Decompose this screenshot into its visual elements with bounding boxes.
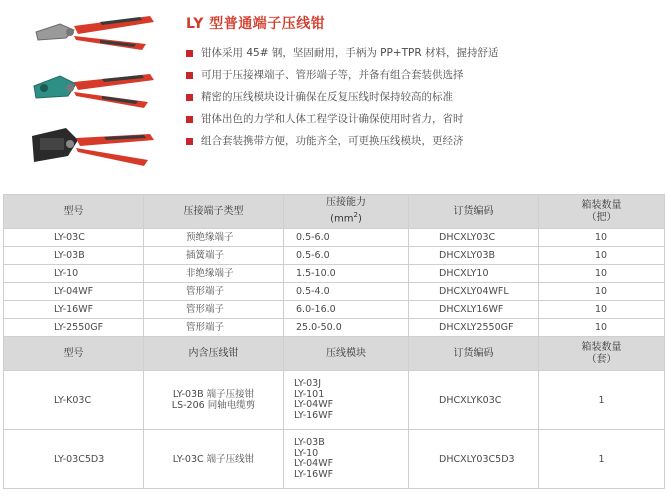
cell-order-code: DHCXLY04WFL (409, 283, 539, 301)
cell-box-qty: 10 (539, 319, 665, 337)
cell-box-qty: 10 (539, 301, 665, 319)
cell-terminal-type: 插簧端子 (144, 247, 284, 265)
cell-capacity: 0.5-6.0 (284, 229, 409, 247)
cell-model: LY-03C5D3 (4, 430, 144, 489)
col-header-included-tools: 内含压线钳 (144, 337, 284, 371)
table-row (4, 430, 665, 489)
cell-capacity: 25.0-50.0 (284, 319, 409, 337)
cell-box-qty: 10 (539, 229, 665, 247)
col-header-model: 型号 (4, 337, 144, 371)
feature-item: 组合套装携带方便，功能齐全，可更换压线模块，更经济 (186, 130, 499, 152)
cell-model: LY-03B (4, 247, 144, 265)
cell-terminal-type: 非绝缘端子 (144, 265, 284, 283)
cell-terminal-type: 管形端子 (144, 301, 284, 319)
cell-order-code: DHCXLY2550GF (409, 319, 539, 337)
cell-capacity: 0.5-4.0 (284, 283, 409, 301)
spec-table (3, 194, 665, 489)
cell-included-tools: LY-03C 端子压线钳 (144, 430, 284, 489)
cell-box-qty: 1 (539, 371, 665, 430)
cell-terminal-type: 管形端子 (144, 283, 284, 301)
bullet-square-icon (186, 94, 193, 101)
col-header-terminal-type: 压接端子类型 (144, 195, 284, 229)
bullet-square-icon (186, 50, 193, 57)
crimping-plier-teal-icon (30, 66, 160, 118)
feature-item: 钳体出色的力学和人体工程学设计确保使用时省力，省时 (186, 108, 499, 130)
cell-order-code: DHCXLY03B (409, 247, 539, 265)
cell-box-qty: 10 (539, 265, 665, 283)
cell-order-code: DHCXLYK03C (409, 371, 539, 430)
product-header (0, 0, 667, 190)
table-row (4, 265, 665, 283)
page-title: LY 型普通端子压线钳 (186, 16, 326, 32)
bullet-square-icon (186, 138, 193, 145)
table-row (4, 319, 665, 337)
feature-item: 精密的压线模块设计确保在反复压线时保持较高的标准 (186, 86, 499, 108)
cell-included-tools: LY-03B 端子压接钳 LS-206 同轴电缆剪 (144, 371, 284, 430)
cell-modules: LY-03B LY-10 LY-04WF LY-16WF (284, 430, 409, 489)
cell-box-qty: 10 (539, 247, 665, 265)
crimping-plier-red-icon (30, 10, 160, 62)
cell-order-code: DHCXLY10 (409, 265, 539, 283)
cell-model: LY-03C (4, 229, 144, 247)
cell-capacity: 0.5-6.0 (284, 247, 409, 265)
cell-model: LY-2550GF (4, 319, 144, 337)
table-row (4, 283, 665, 301)
product-images (30, 8, 160, 178)
cell-model: LY-10 (4, 265, 144, 283)
table-row (4, 371, 665, 430)
cell-terminal-type: 管形端子 (144, 319, 284, 337)
feature-item: 钳体采用 45# 钢，坚固耐用，手柄为 PP+TPR 材料，握持舒适 (186, 42, 499, 64)
table-row (4, 229, 665, 247)
table-header-row (4, 337, 665, 371)
cell-model: LY-K03C (4, 371, 144, 430)
cell-model: LY-16WF (4, 301, 144, 319)
cell-order-code: DHCXLY16WF (409, 301, 539, 319)
cell-order-code: DHCXLY03C (409, 229, 539, 247)
crimping-plier-black-icon (30, 122, 160, 174)
col-header-order-code: 订货编码 (409, 337, 539, 371)
cell-modules: LY-03J LY-101 LY-04WF LY-16WF (284, 371, 409, 430)
bullet-square-icon (186, 72, 193, 79)
table-header-row (4, 195, 665, 229)
table-row (4, 247, 665, 265)
col-header-box-qty: 箱装数量 （把） (539, 195, 665, 229)
col-header-box-qty: 箱装数量 （套） (539, 337, 665, 371)
cell-model: LY-04WF (4, 283, 144, 301)
col-header-modules: 压线模块 (284, 337, 409, 371)
cell-capacity: 1.5-10.0 (284, 265, 409, 283)
cell-terminal-type: 预绝缘端子 (144, 229, 284, 247)
cell-order-code: DHCXLY03C5D3 (409, 430, 539, 489)
cell-capacity: 6.0-16.0 (284, 301, 409, 319)
cell-box-qty: 1 (539, 430, 665, 489)
bullet-square-icon (186, 116, 193, 123)
feature-item: 可用于压接裸端子、管形端子等，并备有组合套装供选择 (186, 64, 499, 86)
col-header-order-code: 订货编码 (409, 195, 539, 229)
feature-list (186, 42, 499, 152)
col-header-model: 型号 (4, 195, 144, 229)
table-row (4, 301, 665, 319)
cell-box-qty: 10 (539, 283, 665, 301)
col-header-capacity: 压接能力 $(mm^2)$ (284, 195, 409, 229)
